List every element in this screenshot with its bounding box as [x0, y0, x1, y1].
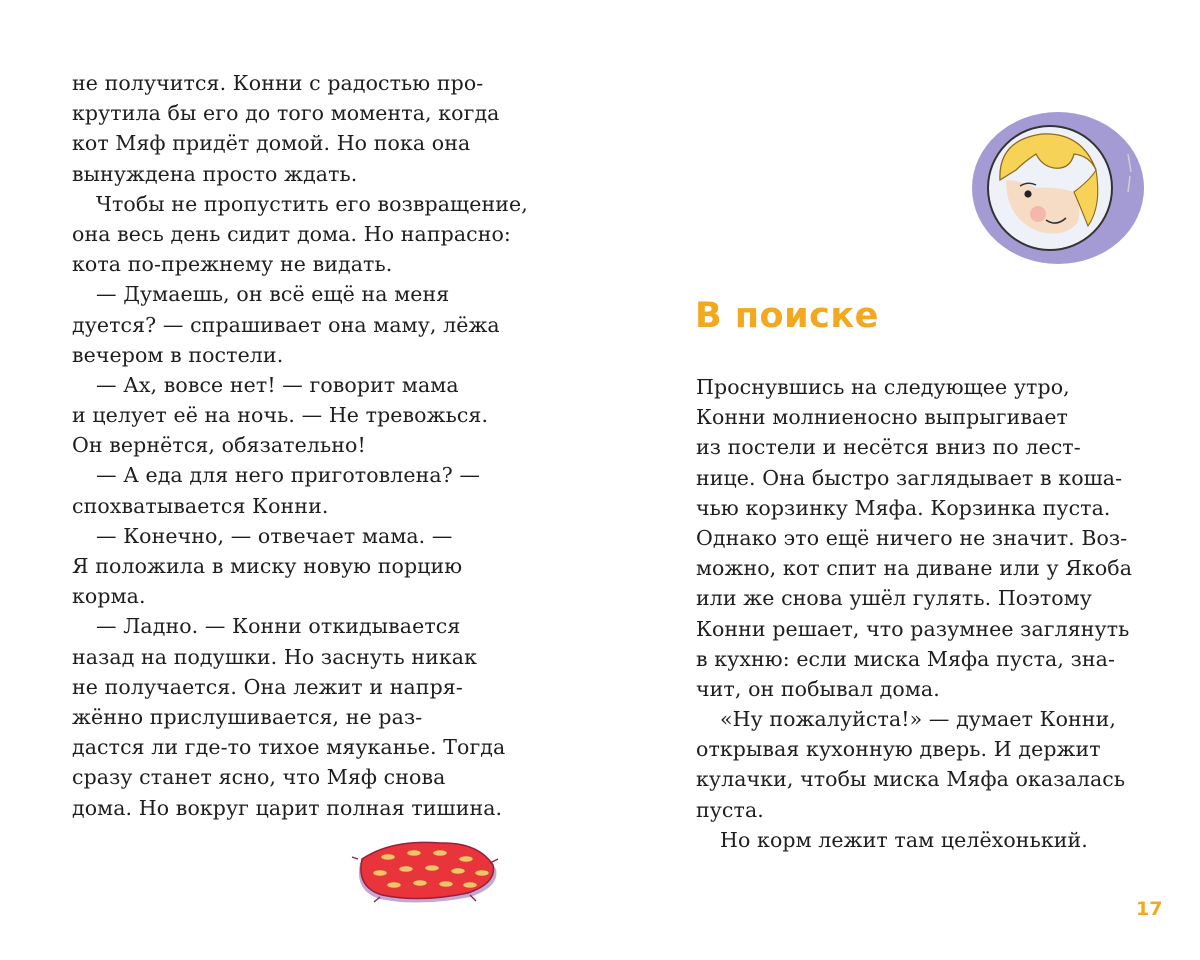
left-page-text — [72, 68, 528, 823]
girl-portrait-illustration — [970, 110, 1145, 265]
text-line: дуется? — спрашивает она маму, лёжа — [72, 312, 500, 337]
text-line: Но корм лежит там целёхонький. — [720, 827, 1088, 852]
text-line: или же снова ушёл гулять. Поэтому — [696, 586, 1092, 611]
text-line: корма. — [72, 584, 146, 609]
text-line: и целует её на ночь. — Не тревожься. — [72, 403, 489, 428]
text-line: чит, он побывал дома. — [696, 676, 940, 701]
right-page — [600, 0, 1200, 960]
text-line: жённо прислушивается, не раз- — [72, 704, 423, 729]
cushion-illustration — [350, 835, 505, 910]
text-line: Конни молниеносно выпрыгивает — [696, 405, 1068, 430]
text-line: сразу станет ясно, что Мяф снова — [72, 765, 446, 790]
text-line: Я положила в миску новую порцию — [72, 554, 463, 578]
text-line: — Конечно, — отвечает мама. — — [96, 523, 453, 548]
text-line: можно, кот спит на диване или у Якоба — [696, 556, 1133, 581]
text-line: пуста. — [696, 797, 764, 822]
chapter-title: В поиске — [695, 296, 879, 336]
text-line: нице. Она быстро заглядывает в коша- — [696, 465, 1123, 490]
text-line: она весь день сидит дома. Но напрасно: — [72, 221, 511, 246]
text-line: крутила бы его до того момента, когда — [72, 101, 500, 126]
text-line: Он вернётся, обязательно! — [72, 433, 366, 458]
text-line: Конни решает, что разумнее заглянуть — [696, 616, 1130, 641]
text-line: кот Мяф придёт домой. Но пока она — [72, 131, 471, 156]
text-line: из постели и несётся вниз по лест- — [696, 435, 1081, 460]
text-line: кота по-прежнему не видать. — [72, 252, 393, 277]
text-line: — А еда для него приготовлена? — — [96, 463, 481, 488]
text-line: дома. Но вокруг царит полная тишина. — [72, 795, 503, 820]
text-line: — Ладно. — Конни откидывается — [96, 614, 461, 639]
text-line: Однако это ещё ничего не значит. Воз- — [696, 525, 1128, 550]
text-line: вынуждена просто ждать. — [72, 161, 358, 186]
text-line: дастся ли где-то тихое мяуканье. Тогда — [72, 735, 506, 760]
text-line: открывая кухонную дверь. И держит — [696, 737, 1101, 762]
text-line: назад на подушки. Но заснуть никак — [72, 644, 478, 669]
text-line: не получится. Конни с радостью про- — [72, 71, 484, 95]
text-line: «Ну пожалуйста!» — думает Конни, — [720, 707, 1116, 732]
text-line: спохватывается Конни. — [72, 493, 329, 518]
right-page-text — [696, 372, 1136, 855]
text-line: — Ах, вовсе нет! — говорит мама — [96, 372, 459, 397]
text-line: Чтобы не пропустить его возвращение, — [96, 191, 528, 216]
text-line: Проснувшись на следующее утро, — [696, 375, 1070, 399]
text-line: в кухню: если миска Мяфа пуста, зна- — [696, 646, 1115, 671]
text-line: чью корзинку Мяфа. Корзинка пуста. — [696, 495, 1111, 520]
text-line: кулачки, чтобы миска Мяфа оказалась — [696, 767, 1126, 792]
page-number: 17 — [1136, 898, 1163, 920]
text-line: вечером в постели. — [72, 342, 284, 367]
text-line: — Думаешь, он всё ещё на меня — [96, 282, 450, 307]
text-line: не получается. Она лежит и напря- — [72, 674, 463, 699]
